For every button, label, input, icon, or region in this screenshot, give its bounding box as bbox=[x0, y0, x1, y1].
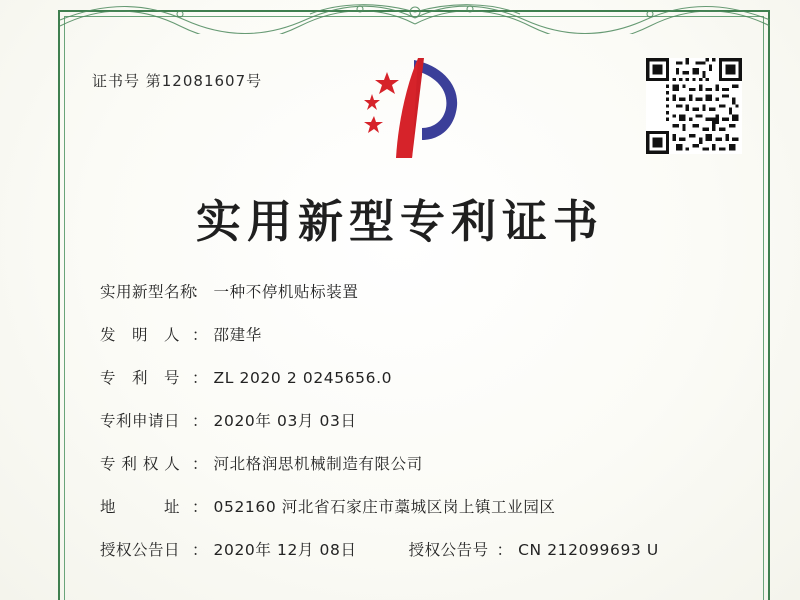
field-value: 邵建华 bbox=[213, 326, 262, 344]
grant-number-pair bbox=[409, 538, 659, 560]
field-value: 河北格润思机械制造有限公司 bbox=[213, 455, 423, 473]
field-row-grant-announcement bbox=[100, 538, 720, 560]
field-label: 专 利 权 人 bbox=[100, 455, 181, 473]
field-separator: ： bbox=[192, 455, 208, 473]
page-title: 实用新型专利证书 bbox=[195, 195, 604, 248]
field-row-utility-model-name bbox=[100, 280, 720, 302]
field-value: 一种不停机贴标装置 bbox=[213, 283, 359, 301]
qr-code bbox=[646, 58, 742, 154]
field-label: 发 明 人 bbox=[100, 326, 181, 344]
field-separator: ： bbox=[496, 541, 513, 559]
field-label-grant-number: 授权公告号 bbox=[408, 541, 489, 559]
field-value-grant-date: 2020年 12月 08日 bbox=[213, 541, 357, 559]
field-label: 实用新型名称 bbox=[100, 283, 197, 301]
field-row-application-date bbox=[100, 409, 720, 431]
field-row-patent-number bbox=[100, 366, 720, 388]
certificate-fields bbox=[100, 280, 720, 581]
field-label: 地 址 bbox=[100, 498, 181, 516]
field-separator: ： bbox=[192, 369, 208, 387]
field-row-inventor bbox=[100, 323, 720, 345]
field-value: 052160 河北省石家庄市藁城区岗上镇工业园区 bbox=[213, 498, 556, 516]
field-row-address bbox=[100, 495, 720, 517]
field-separator: ： bbox=[192, 283, 208, 301]
ornamental-scroll-band bbox=[60, 0, 770, 34]
field-value-grant-number: CN 212099693 U bbox=[518, 541, 659, 559]
field-value: 2020年 03月 03日 bbox=[213, 412, 357, 430]
field-separator: ： bbox=[192, 326, 208, 344]
field-label: 专利申请日 bbox=[100, 412, 181, 430]
field-row-patentee bbox=[100, 452, 720, 474]
field-value: ZL 2020 2 0245656.0 bbox=[213, 369, 393, 387]
field-label: 专 利 号 bbox=[100, 369, 181, 387]
cnipa-logo bbox=[352, 54, 472, 164]
field-label-grant-date: 授权公告日 bbox=[100, 541, 181, 559]
field-separator: ： bbox=[192, 498, 208, 516]
field-separator: ： bbox=[192, 541, 208, 559]
field-separator: ： bbox=[192, 412, 208, 430]
certificate-number: 证书号 第12081607号 bbox=[92, 72, 263, 90]
